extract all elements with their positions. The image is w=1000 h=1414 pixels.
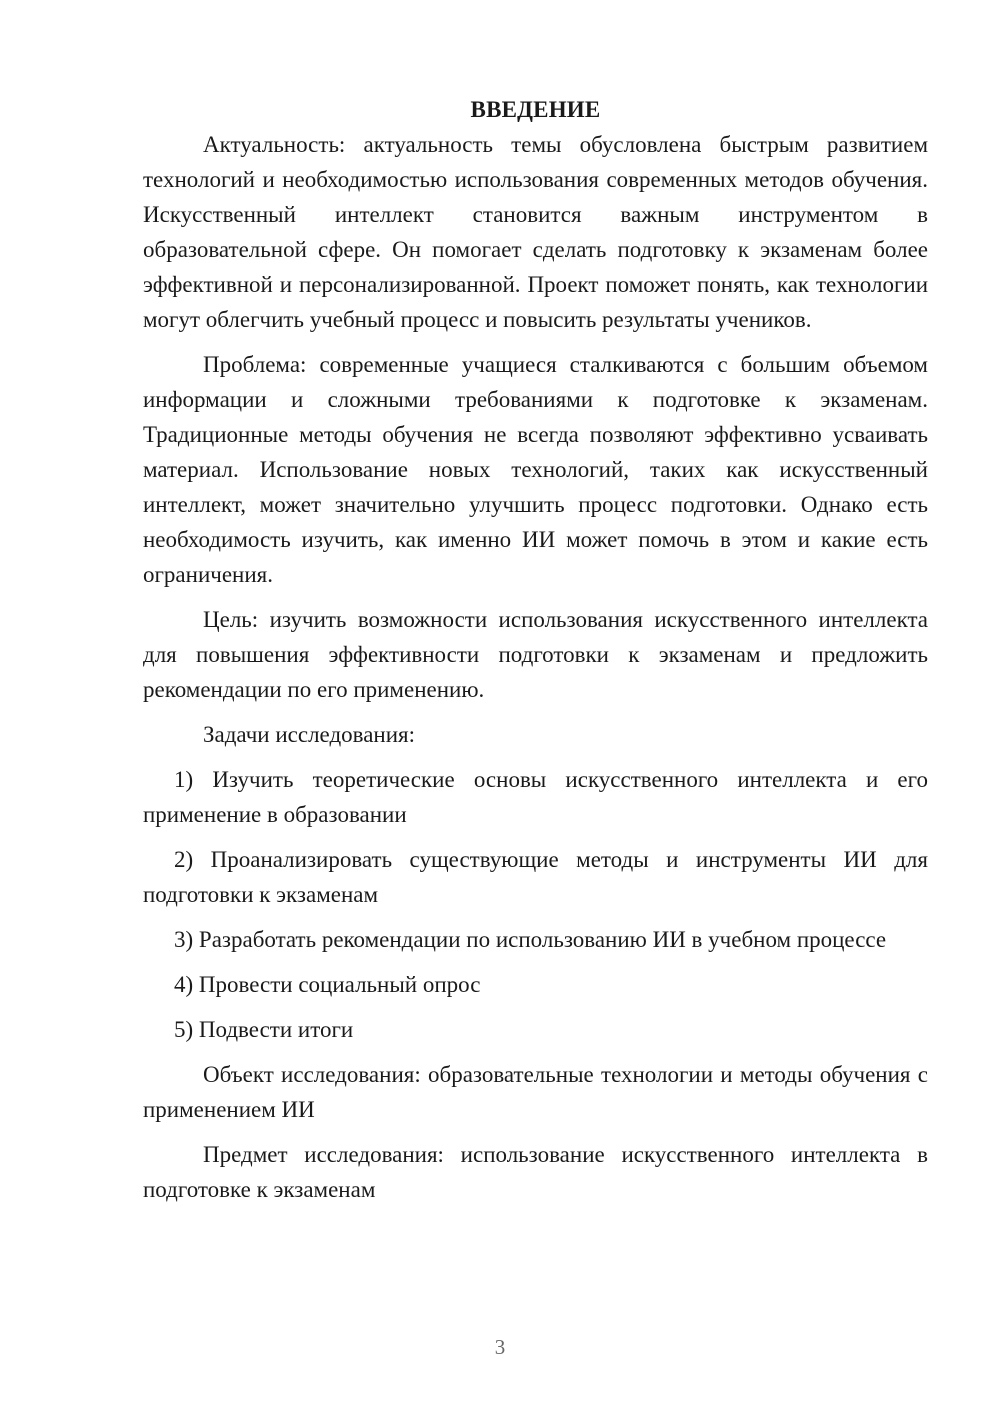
section-heading: ВВЕДЕНИЕ: [470, 97, 601, 122]
problem-paragraph: Проблема: современные учащиеся сталкиваются с большим объемом информации и сложными требованиями к подготовке к экзаменам. Традиционные методы обучения не всегда позволяют эффективно усваивать материал. Использование новых технологий, таких как искусственный интеллект, может значительно улучшить процесс подготовки. Однако есть необходимость изучить, как именно ИИ может помочь в этом и какие есть ограничения.: [143, 352, 928, 587]
page-number: 3: [494, 1335, 506, 1359]
relevance-paragraph: Актуальность: актуальность темы обусловлена быстрым развитием технологий и необходимостью использования современных методов обучения. Искусственный интеллект становится важным инструментом в образовательной сфере. Он помогает сделать подготовку к экзаменам более эффективной и персонализированной. Проект поможет понять, как технологии могут облегчить учебный процесс и повысить результаты учеников.: [143, 132, 928, 332]
object-paragraph: Объект исследования: образовательные технологии и методы обучения с применением ИИ: [143, 1062, 928, 1122]
task-item-2: 2) Проанализировать существующие методы и инструменты ИИ для подготовки к экзаменам: [143, 847, 928, 907]
task-item-5: 5) Подвести итоги: [174, 1017, 354, 1042]
subject-paragraph: Предмет исследования: использование искусственного интеллекта в подготовке к экзаменам: [143, 1142, 928, 1202]
goal-paragraph: Цель: изучить возможности использования искусственного интеллекта для повышения эффективности подготовки к экзаменам и предложить рекомендации по его применению.: [143, 607, 928, 702]
tasks-title: Задачи исследования:: [203, 722, 416, 747]
task-item-1: 1) Изучить теоретические основы искусственного интеллекта и его применение в образовании: [143, 767, 928, 827]
task-item-3: 3) Разработать рекомендации по использованию ИИ в учебном процессе: [174, 927, 887, 952]
task-item-4: 4) Провести социальный опрос: [174, 972, 481, 997]
page-body: [143, 92, 928, 1217]
